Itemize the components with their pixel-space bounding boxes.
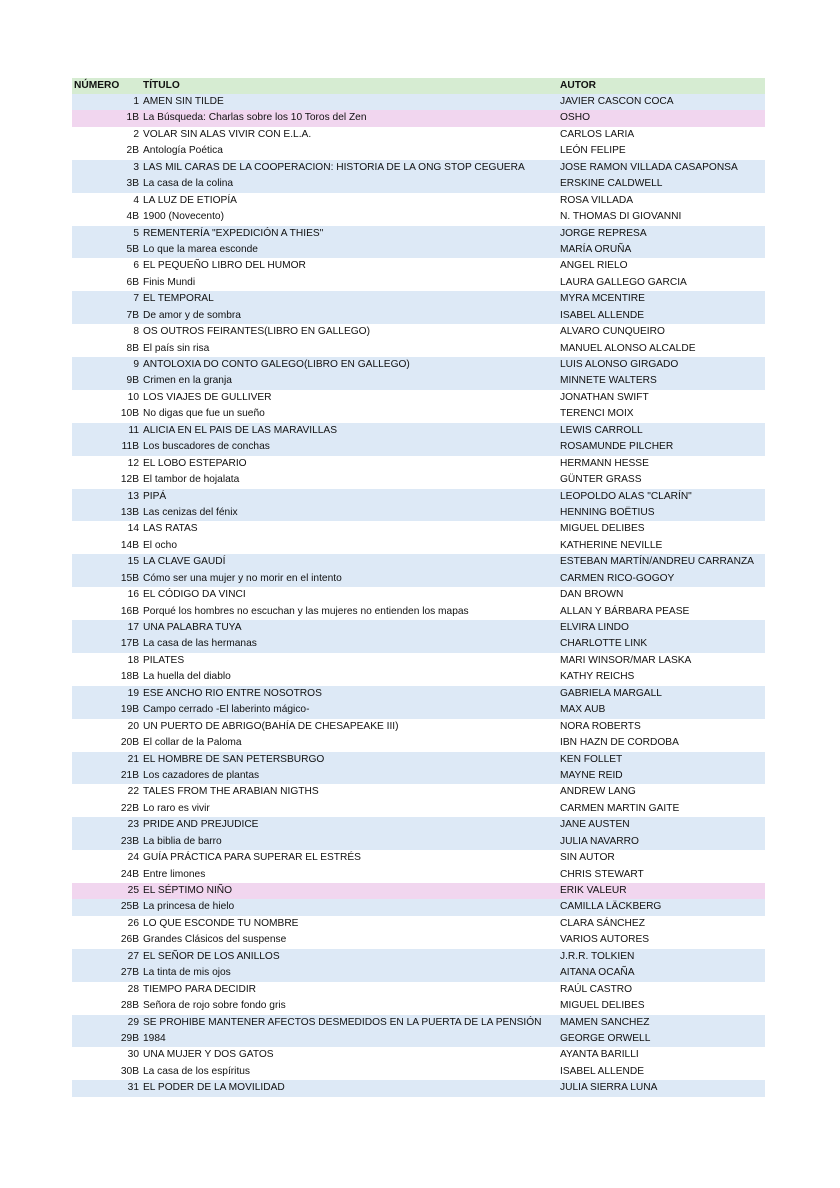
row-number: 14 [127,523,139,535]
row-title: EL SÉPTIMO NIÑO [143,885,233,896]
row-author: TERENCI MOIX [560,408,634,420]
row-author: RAÚL CASTRO [560,983,633,995]
row-author: KEN FOLLET [560,753,623,765]
table-row [72,932,765,948]
row-number: 5 [133,227,139,239]
row-title: EL SEÑOR DE LOS ANILLOS [143,950,280,962]
row-title: UNA PALABRA TUYA [143,622,242,633]
row-number: 5B [126,243,139,255]
row-number: 28 [127,983,139,995]
row-author: ERSKINE CALDWELL [560,178,663,190]
table-header [72,78,765,94]
row-number: 21B [120,769,139,781]
row-author: GÜNTER GRASS [560,474,642,486]
row-title: Finis Mundi [143,276,196,288]
row-author: CARMEN MARTIN GAITE [560,802,680,814]
table-row [72,1047,765,1063]
book-table [72,78,765,1097]
table-row [72,357,765,373]
row-author: GEORGE ORWELL [560,1032,651,1044]
table-row [72,554,765,570]
table-row [72,636,765,652]
row-author: SIN AUTOR [560,852,615,864]
row-number: 1 [133,96,139,107]
row-author: ISABEL ALLENDE [560,1065,644,1077]
row-number: 19B [120,704,139,716]
table-row [72,209,765,225]
table-row [72,653,765,669]
row-number: 1B [126,112,139,124]
row-title: LO QUE ESCONDE TU NOMBRE [143,917,299,929]
row-author: MARI WINSOR/MAR LASKA [560,654,692,666]
row-author: ERIK VALEUR [560,885,627,896]
row-title: Cómo ser una mujer y no morir en el intento [143,572,342,584]
row-number: 24 [127,852,139,864]
row-title: EL HOMBRE DE SAN PETERSBURGO [143,753,325,765]
row-number: 18 [127,654,139,666]
table-row [72,850,765,866]
row-author: JONATHAN SWIFT [560,391,649,403]
row-number: 2 [133,128,139,140]
row-number: 27B [120,967,139,979]
row-title: Grandes Clásicos del suspense [143,934,287,946]
row-number: 21 [127,753,139,765]
row-number: 10 [127,391,139,403]
row-title: Entre limones [143,868,206,880]
row-title: La huella del diablo [143,671,231,683]
row-title: EL CÓDIGO DA VINCI [143,589,246,601]
table-row [72,1064,765,1080]
row-author: ALLAN Y BÁRBARA PEASE [560,605,690,617]
table-row [72,472,765,488]
table-row [72,784,765,800]
row-title: Señora de rojo sobre fondo gris [143,1000,286,1012]
row-title: ANTOLOXIA DO CONTO GALEGO(LIBRO EN GALLEGO) [143,359,410,370]
table-row [72,1015,765,1031]
table-row [72,571,765,587]
row-author: AYANTA BARILLI [560,1049,639,1061]
row-author: IBN HAZN DE CORDOBA [560,737,679,749]
row-title: 1984 [143,1032,166,1044]
row-number: 9B [126,375,139,387]
row-number: 8B [126,342,139,354]
row-number: 26B [120,934,139,946]
row-author: DAN BROWN [560,589,624,601]
row-title: PRIDE AND PREJUDICE [143,819,259,831]
row-number: 28B [120,1000,139,1012]
row-title: LAS MIL CARAS DE LA COOPERACION: HISTORIA DE LA ONG STOP CEGUERA [143,161,525,173]
table-row [72,489,765,505]
row-title: Antología Poética [143,145,223,157]
row-author: ELVIRA LINDO [560,622,629,633]
row-author: MIGUEL DELIBES [560,1000,645,1012]
row-author: MAYNE REID [560,769,623,781]
row-title: LAS RATAS [143,523,198,535]
row-number: 11 [128,424,139,436]
row-title: El tambor de hojalata [143,474,240,486]
row-number: 3B [126,178,139,190]
row-number: 4B [126,211,139,223]
table-row [72,127,765,143]
row-title: Lo que la marea esconde [143,243,258,255]
row-author: LUIS ALONSO GIRGADO [560,359,679,370]
row-number: 22B [120,802,139,814]
table-row [72,390,765,406]
table-row [72,258,765,274]
row-title: Campo cerrado -El laberinto mágico- [143,704,310,716]
row-title: La casa de los espíritus [143,1065,251,1077]
table-body [72,94,765,1097]
row-author: GABRIELA MARGALL [560,687,662,699]
table-row [72,110,765,126]
row-author: VARIOS AUTORES [560,934,650,946]
table-row [72,998,765,1014]
row-title: GUÍA PRÁCTICA PARA SUPERAR EL ESTRÉS [143,852,361,864]
row-author: MARÍA ORUÑA [560,243,632,255]
table-row [72,899,765,915]
row-author: CARLOS LARIA [560,128,635,140]
row-number: 29B [120,1032,139,1044]
row-title: PILATES [143,654,185,666]
row-number: 27 [127,950,139,962]
row-author: LEOPOLDO ALAS "CLARÍN" [560,490,692,502]
row-title: LA LUZ DE ETIOPÍA [143,194,237,206]
row-number: 6B [126,276,139,288]
table-row [72,275,765,291]
table-row [72,817,765,833]
row-number: 10B [120,408,139,420]
row-number: 3 [133,161,139,173]
row-author: ALVARO CUNQUEIRO [560,326,665,338]
row-number: 12 [127,457,139,469]
row-author: JANE AUSTEN [560,819,630,831]
row-title: La Búsqueda: Charlas sobre los 10 Toros del Zen [143,112,367,124]
row-number: 24B [120,868,139,880]
table-row [72,587,765,603]
row-number: 16B [120,605,139,617]
row-author: JORGE REPRESA [560,227,647,239]
row-title: Lo raro es vivir [143,802,210,814]
row-title: Porqué los hombres no escuchan y las mujeres no entienden los mapas [143,605,469,617]
table-row [72,768,765,784]
table-row [72,604,765,620]
table-row [72,226,765,242]
row-number: 7 [133,293,139,305]
row-title: El ocho [143,539,177,551]
row-author: CAMILLA LÄCKBERG [560,901,662,913]
row-title: La biblia de barro [143,835,222,847]
row-number: 11B [121,441,139,453]
row-number: 12B [120,474,139,486]
row-title: EL TEMPORAL [143,293,214,305]
row-title: SE PROHIBE MANTENER AFECTOS DESMEDIDOS EN LA PUERTA DE LA PENSIÓN [143,1016,542,1028]
row-author: JULIA NAVARRO [560,835,639,847]
row-author: JAVIER CASCON COCA [560,96,674,107]
row-number: 4 [133,194,139,206]
table-row [72,965,765,981]
row-title: UN PUERTO DE ABRIGO(BAHÍA DE CHESAPEAKE III) [143,720,399,732]
table-row [72,505,765,521]
row-number: 15 [127,556,139,568]
row-number: 13B [120,506,139,518]
row-author: J.R.R. TOLKIEN [560,950,635,962]
table-row [72,341,765,357]
row-number: 30 [127,1049,139,1061]
table-row [72,735,765,751]
row-title: ALICIA EN EL PAIS DE LAS MARAVILLAS [143,424,338,436]
table-row [72,373,765,389]
table-row [72,1031,765,1047]
row-number: 20B [120,737,139,749]
row-title: TALES FROM THE ARABIAN NIGTHS [143,786,319,798]
row-author: KATHERINE NEVILLE [560,539,663,551]
row-number: 23B [120,835,139,847]
table-row [72,801,765,817]
table-row [72,143,765,159]
row-number: 25 [127,885,139,896]
row-number: 29 [127,1016,139,1028]
row-title: El collar de la Paloma [143,737,242,749]
row-number: 31 [127,1082,139,1094]
table-row [72,669,765,685]
row-author: ROSA VILLADA [560,194,634,206]
row-number: 2B [126,145,139,157]
row-number: 30B [120,1065,139,1077]
row-number: 17B [120,638,139,650]
header-titulo: TÍTULO [143,80,180,91]
row-title: TIEMPO PARA DECIDIR [143,983,257,995]
row-number: 20 [127,720,139,732]
row-number: 7B [126,309,139,321]
row-number: 16 [127,589,139,601]
table-row [72,521,765,537]
row-title: 1900 (Novecento) [143,211,224,223]
row-number: 6 [133,260,139,272]
header-numero: NÚMERO [74,80,120,91]
row-author: LEWIS CARROLL [560,424,643,436]
row-author: CHRIS STEWART [560,868,644,880]
row-title: La casa de la colina [143,178,234,190]
row-author: ESTEBAN MARTÍN/ANDREU CARRANZA [560,556,754,568]
row-title: ESE ANCHO RIO ENTRE NOSOTROS [143,687,322,699]
row-author: ANDREW LANG [560,786,636,798]
row-title: LA CLAVE GAUDÍ [143,556,226,568]
row-author: AITANA OCAÑA [560,967,635,979]
row-author: CLARA SÁNCHEZ [560,917,645,929]
row-title: Crimen en la granja [143,375,232,387]
row-author: N. THOMAS DI GIOVANNI [560,211,682,223]
row-number: 25B [120,901,139,913]
row-title: OS OUTROS FEIRANTES(LIBRO EN GALLEGO) [143,326,370,338]
table-row [72,982,765,998]
table-row [72,883,765,899]
table-row [72,916,765,932]
row-author: KATHY REICHS [560,671,635,683]
row-title: EL PEQUEÑO LIBRO DEL HUMOR [143,260,306,272]
row-title: De amor y de sombra [143,309,241,321]
row-author: MYRA MCENTIRE [560,293,645,305]
row-number: 18B [120,671,139,683]
table-row [72,702,765,718]
row-title: La tinta de mis ojos [143,967,231,979]
table-row [72,538,765,554]
row-author: CARMEN RICO-GOGOY [560,572,675,584]
row-title: Los cazadores de plantas [143,769,260,781]
table-row [72,94,765,110]
row-author: MAX AUB [560,704,606,716]
row-title: El país sin risa [143,342,210,354]
row-author: HERMANN HESSE [560,457,649,469]
table-row [72,719,765,735]
row-number: 22 [127,786,139,798]
row-number: 13 [127,490,139,502]
row-number: 17 [127,622,139,633]
row-author: HENNING BOËTIUS [560,506,655,518]
row-author: ROSAMUNDE PILCHER [560,441,674,453]
row-number: 8 [133,326,139,338]
row-author: ISABEL ALLENDE [560,309,644,321]
row-number: 14B [120,539,139,551]
table-row [72,456,765,472]
table-row [72,620,765,636]
row-author: MAMEN SANCHEZ [560,1016,650,1028]
row-title: UNA MUJER Y DOS GATOS [143,1049,274,1061]
row-title: Las cenizas del fénix [143,506,238,518]
row-title: La casa de las hermanas [143,638,257,650]
row-title: PIPÁ [143,490,167,502]
row-title: La princesa de hielo [143,901,235,913]
header-autor: AUTOR [560,80,597,91]
row-author: MANUEL ALONSO ALCALDE [560,342,696,354]
row-author: MIGUEL DELIBES [560,523,645,535]
row-number: 9 [133,359,139,370]
row-author: CHARLOTTE LINK [560,638,648,650]
row-author: NORA ROBERTS [560,720,641,732]
row-number: 19 [127,687,139,699]
table-row [72,406,765,422]
table-row [72,324,765,340]
row-title: VOLAR SIN ALAS VIVIR CON E.L.A. [143,128,312,140]
row-number: 15B [120,572,139,584]
table-row [72,752,765,768]
row-title: REMENTERÍA "EXPEDICIÓN A THIES" [143,227,324,239]
table-row [72,291,765,307]
row-number: 26 [127,917,139,929]
table-row [72,423,765,439]
table-row [72,1080,765,1096]
row-author: OSHO [560,112,591,124]
table-row [72,308,765,324]
row-title: AMEN SIN TILDE [143,96,224,107]
table-row [72,949,765,965]
table-row [72,439,765,455]
row-author: JOSE RAMON VILLADA CASAPONSA [560,161,738,173]
row-title: LOS VIAJES DE GULLIVER [143,391,272,403]
row-author: ANGEL RIELO [560,260,628,272]
row-author: MINNETE WALTERS [560,375,657,387]
row-title: EL LOBO ESTEPARIO [143,457,247,469]
table-row [72,242,765,258]
table-row [72,160,765,176]
table-row [72,686,765,702]
table-row [72,176,765,192]
row-author: JULIA SIERRA LUNA [560,1082,658,1094]
row-author: LEÓN FELIPE [560,145,626,157]
row-author: LAURA GALLEGO GARCIA [560,276,687,288]
table-row [72,193,765,209]
row-title: EL PODER DE LA MOVILIDAD [143,1082,285,1094]
table-row [72,834,765,850]
row-number: 23 [127,819,139,831]
row-title: No digas que fue un sueño [143,408,265,420]
row-title: Los buscadores de conchas [143,441,270,453]
table-row [72,867,765,883]
